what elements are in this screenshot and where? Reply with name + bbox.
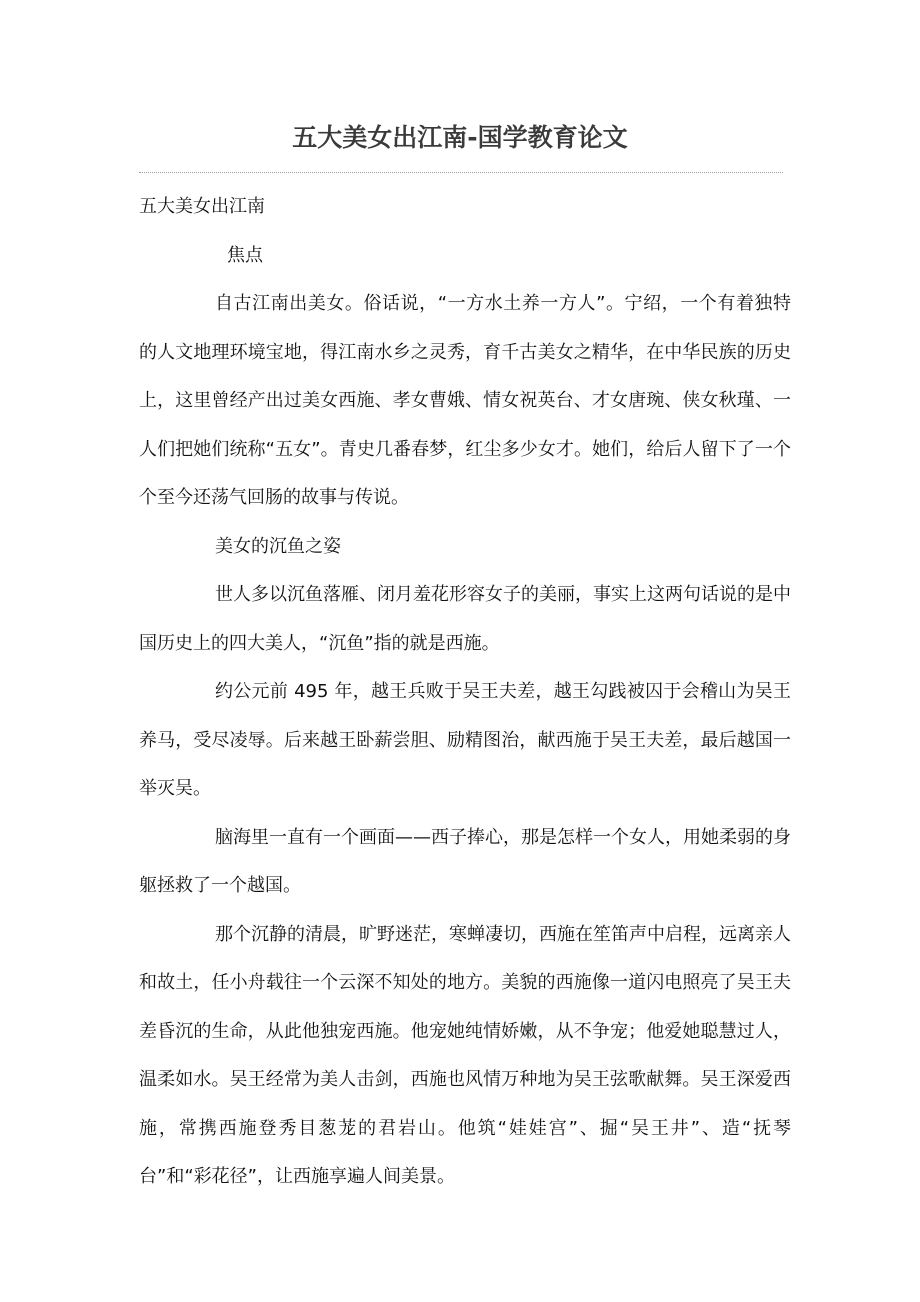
paragraph-xizi: 脑海里一直有一个画面——西子捧心，那是怎样一个女人，用她柔弱的身躯拯救了一个越国。 xyxy=(139,826,791,896)
paragraph-intro: 自古江南出美女。俗话说，“一方水土养一方人”。宁绍，一个有着独特的人文地理环境宝地，得江南水乡之灵秀，育千古美女之精华，在中华民族的历史上，这里曾经产出过美女西施、孝女曹娥、情女祝英台、才女唐琬、侠女秋瑾、一人们把她们统称“五女”。青史几番春梦，红尘多少女才。她们，给后人留下了一个个至今还荡气回肠的故事与传说。 xyxy=(139,293,791,508)
section-heading: 五大美女出江南 xyxy=(139,196,265,217)
paragraph-history: 约公元前 495 年，越王兵败于吴王夫差，越王勾践被囚于会稽山为吴王养马，受尽凌辱。后来越王卧薪尝胆、励精图治，献西施于吴王夫差，最后越国一举灭吴。 xyxy=(139,681,791,799)
subheading-beauty: 美女的沉鱼之姿 xyxy=(215,535,341,557)
document-title: 五大美女出江南-国学教育论文 xyxy=(292,123,628,152)
document-body xyxy=(139,183,791,1202)
paragraph-chenyu: 世人多以沉鱼落雁、闭月羞花形容女子的美丽，事实上这两句话说的是中国历史上的四大美人，“沉鱼”指的就是西施。 xyxy=(139,584,791,654)
paragraph-morning: 那个沉静的清晨，旷野迷茫，寒蝉凄切，西施在笙笛声中启程，远离亲人和故土，任小舟载往一个云深不知处的地方。美貌的西施像一道闪电照亮了吴王夫差昏沉的生命，从此他独宠西施。他宠她纯情娇嫩，从不争宠；他爱她聪慧过人，温柔如水。吴王经常为美人击剑，西施也风情万种地为吴王弦歌献舞。吴王深爱西施，常携西施登秀目葱茏的君岩山。他筑“娃娃宫”、掘“吴王井”、造“抚琴台”和“彩花径”，让西施享遍人间美景。 xyxy=(139,923,791,1187)
title-divider xyxy=(139,172,783,173)
subheading-focus: 焦点 xyxy=(227,244,263,266)
